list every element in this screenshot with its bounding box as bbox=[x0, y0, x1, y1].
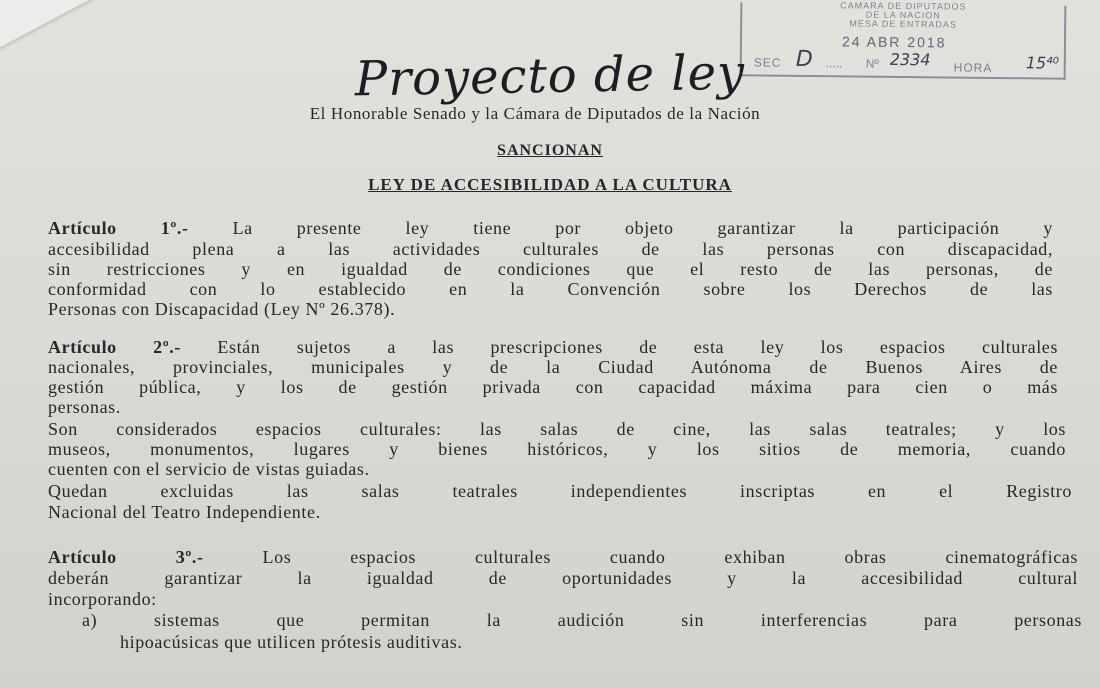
art2-line-9: Nacional del Teatro Independiente. bbox=[48, 502, 321, 522]
stamp-date: 24 ABR 2018 bbox=[841, 33, 947, 51]
stamp-line-1: CAMARA DE DIPUTADOS bbox=[840, 0, 967, 12]
stamp-line-2: DE LA NACION bbox=[865, 9, 941, 21]
art3-text-1: Los espacios culturales cuando exhiban obras cinematográficas bbox=[203, 547, 1078, 567]
stamp-line-3: MESA DE ENTRADAS bbox=[849, 18, 957, 30]
art2-line-2: nacionales, provinciales, municipales y de la Ciudad Autónoma de Buenos Aires de bbox=[48, 357, 1058, 377]
stamp-number-value: 2334 bbox=[889, 49, 931, 70]
art3-item-a-line-1: a) sistemas que permitan la audición sin interferencias para personas bbox=[82, 610, 1082, 630]
art2-line-1 bbox=[48, 337, 1058, 358]
art1-line-2: accesibilidad plena a las actividades culturales de las personas con discapacidad, bbox=[48, 239, 1053, 259]
art1-line-1 bbox=[48, 218, 1053, 239]
art2-line-8: Quedan excluidas las salas teatrales independientes inscriptas en el Registro bbox=[48, 481, 1072, 501]
art3-label: Artículo 3º.- bbox=[48, 547, 204, 567]
art1-text-1: La presente ley tiene por objeto garantizar la participación y bbox=[188, 218, 1053, 238]
art3-line-2: deberán garantizar la igualdad de oportunidades y la accesibilidad cultural bbox=[48, 568, 1078, 588]
art1-label: Artículo 1º.- bbox=[48, 218, 189, 238]
law-title: LEY DE ACCESIBILIDAD A LA CULTURA bbox=[368, 175, 732, 194]
art2-line-7: cuenten con el servicio de vistas guiadas. bbox=[48, 459, 370, 479]
art3-item-a-line-2: hipoacúsicas que utilicen prótesis auditivas. bbox=[120, 632, 463, 652]
art2-line-3: gestión pública, y los de gestión privada con capacidad máxima para cien o más bbox=[48, 377, 1058, 397]
art2-line-5: Son considerados espacios culturales: las salas de cine, las salas teatrales; y los bbox=[48, 419, 1066, 439]
art1-line-4: conformidad con lo establecido en la Convención sobre los Derechos de las bbox=[48, 279, 1053, 299]
art3-line-3: incorporando: bbox=[48, 589, 157, 609]
stamp-dots: ..... bbox=[825, 56, 843, 71]
stamp-number-label: Nº bbox=[865, 56, 879, 71]
sancionan-heading: SANCIONAN bbox=[497, 142, 603, 159]
stamp-hora-label: HORA bbox=[953, 60, 993, 75]
document-title: Proyecto de ley bbox=[354, 44, 746, 108]
art2-label: Artículo 2º.- bbox=[48, 337, 181, 357]
art3-line-1 bbox=[48, 547, 1078, 568]
art2-line-4: personas. bbox=[48, 397, 121, 417]
stamp-hora-value: 15⁴⁰ bbox=[1025, 53, 1060, 73]
art2-line-6: museos, monumentos, lugares y bienes históricos, y los sitios de memoria, cuando bbox=[48, 439, 1066, 459]
stamp-sec-label: SEC bbox=[753, 55, 782, 70]
art2-text-1: Están sujetos a las prescripciones de esta ley los espacios culturales bbox=[181, 337, 1058, 357]
art1-line-5: Personas con Discapacidad (Ley Nº 26.378). bbox=[48, 299, 396, 319]
paper-corner bbox=[0, 0, 96, 57]
stamp-sec-value: D bbox=[795, 46, 813, 73]
art1-line-3: sin restricciones y en igualdad de condiciones que el resto de las personas, de bbox=[48, 259, 1053, 279]
enacting-clause: El Honorable Senado y la Cámara de Diputados de la Nación bbox=[309, 104, 761, 123]
